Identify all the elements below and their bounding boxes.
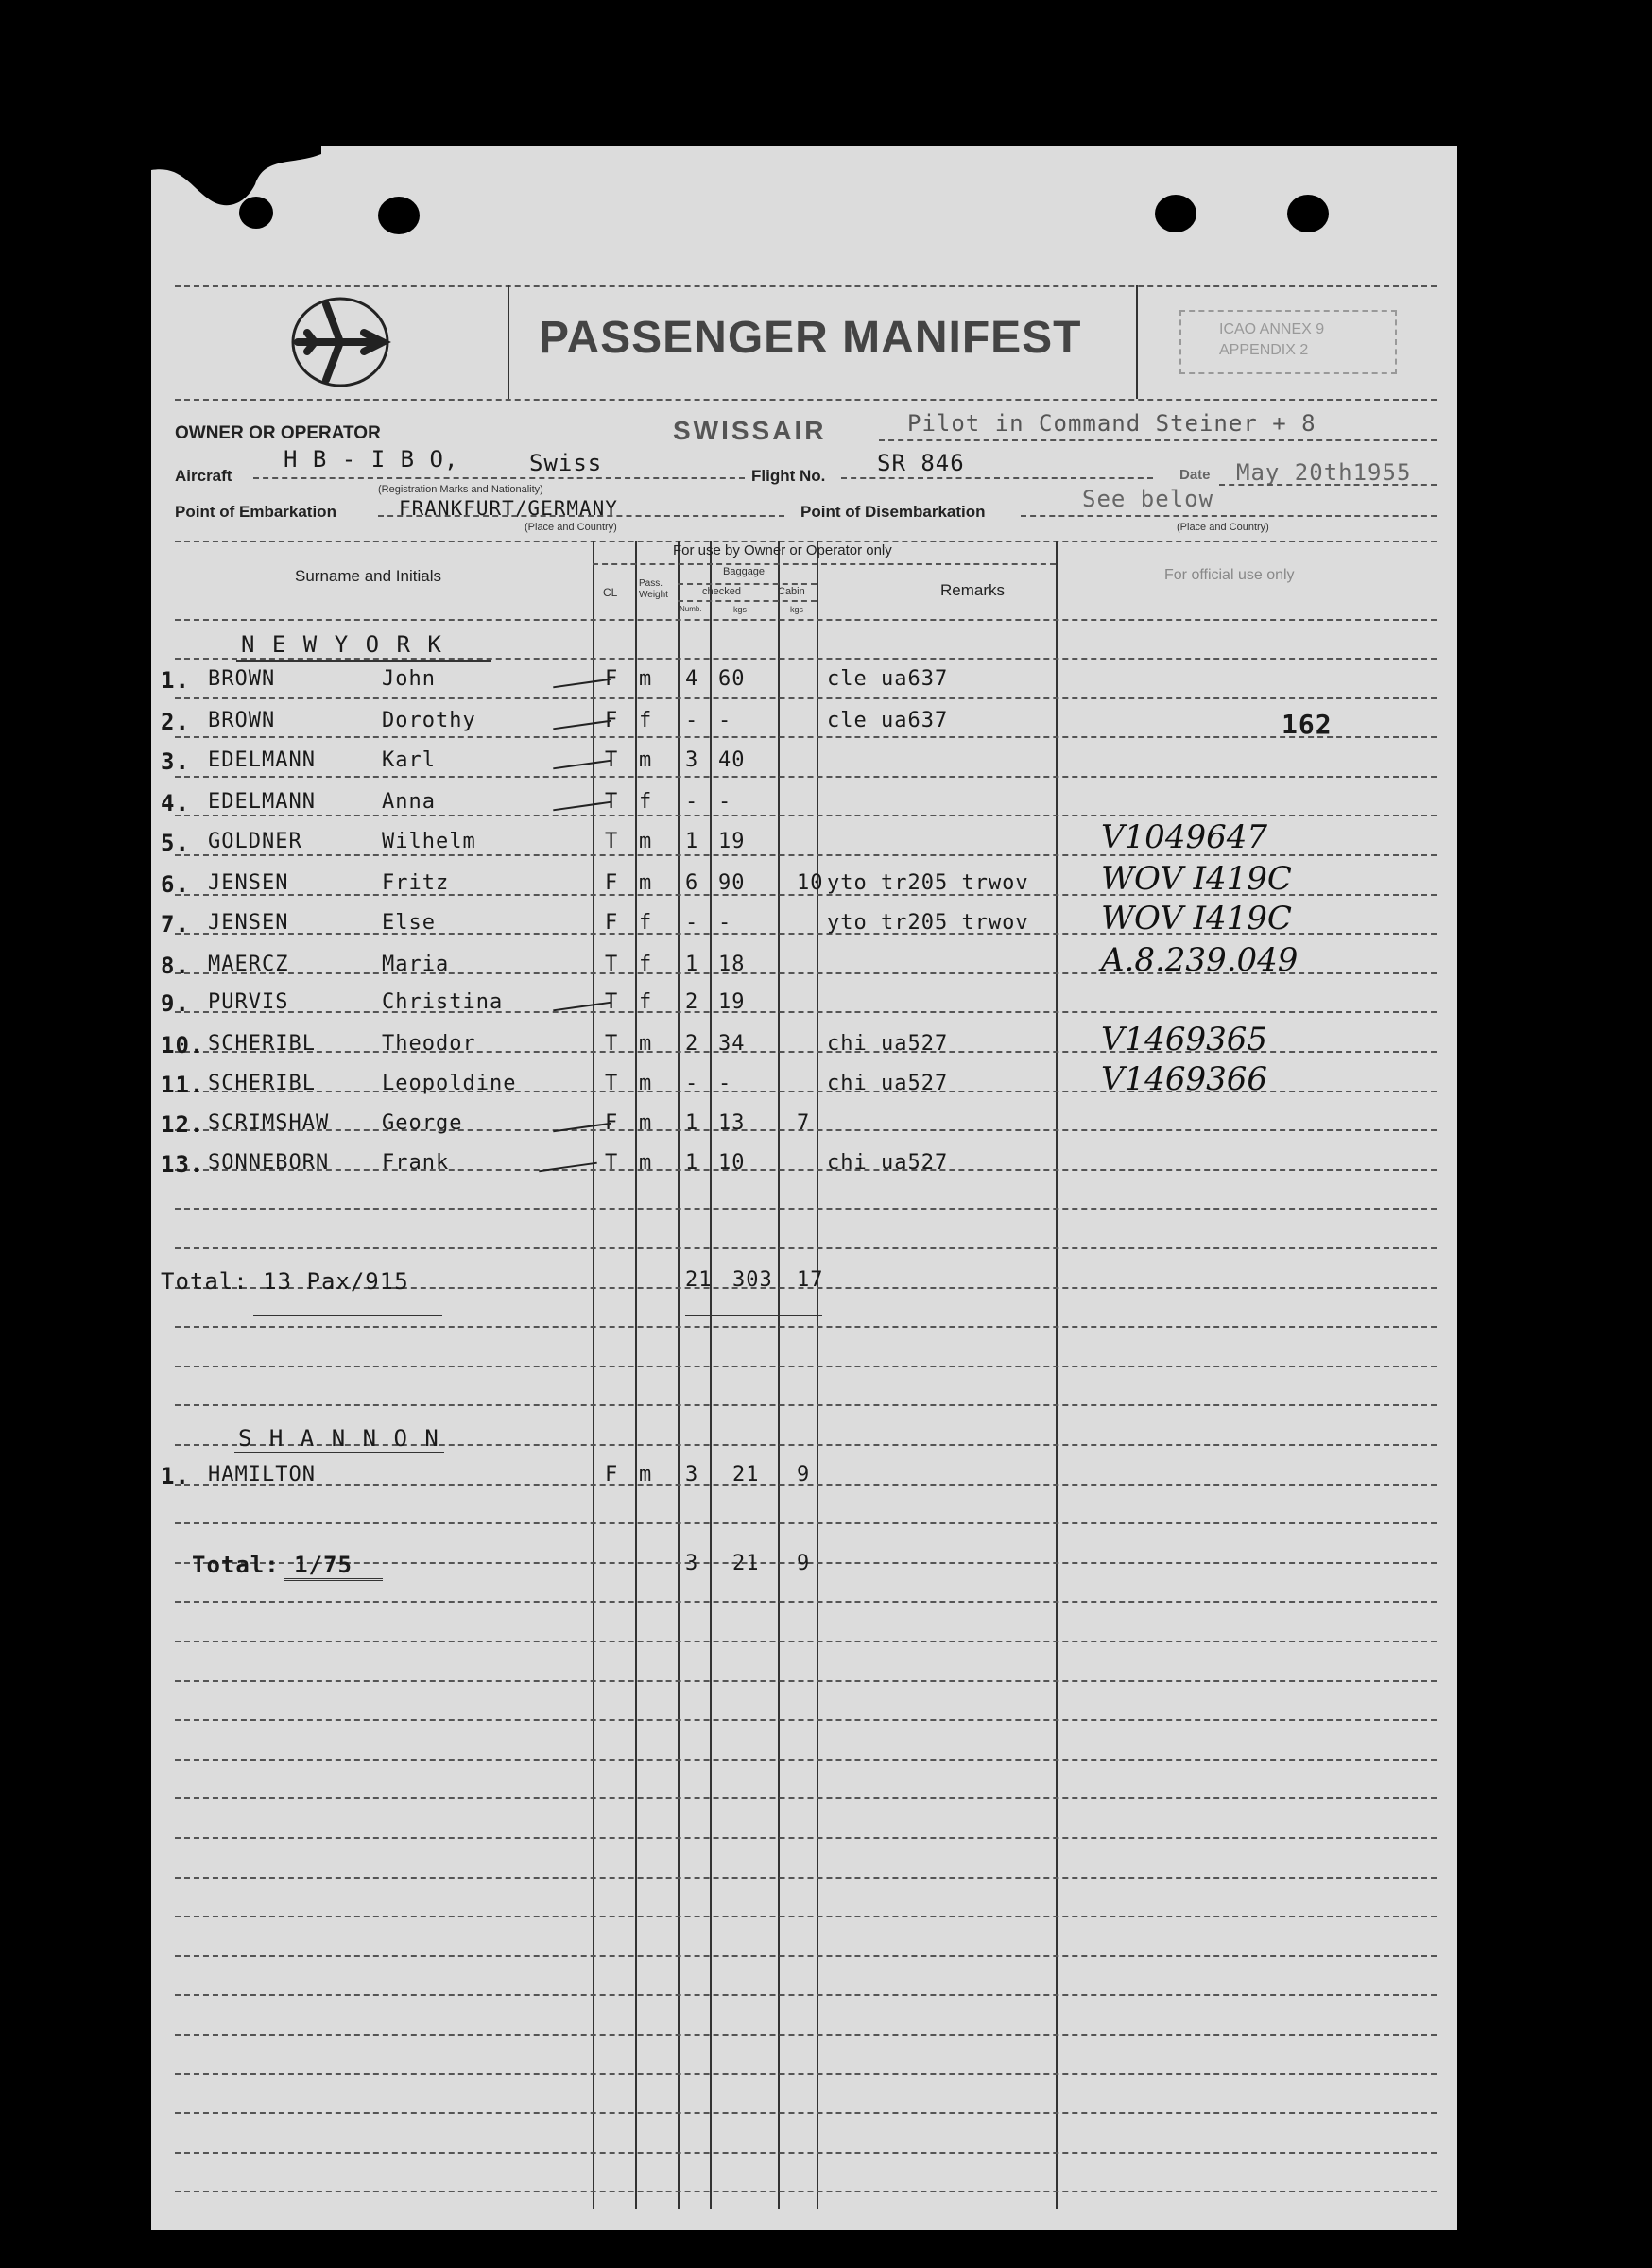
aircraft-nationality: Swiss bbox=[529, 450, 603, 476]
rule-line bbox=[175, 736, 1437, 738]
passenger-surname: EDELMANN bbox=[208, 790, 316, 814]
baggage-pieces: 1 bbox=[685, 1111, 699, 1135]
passenger-sex: f bbox=[639, 953, 653, 976]
rule-line bbox=[175, 697, 1437, 699]
official-annotation: V1469366 bbox=[1101, 1060, 1267, 1098]
rule-line bbox=[175, 2073, 1437, 2075]
column-divider bbox=[817, 541, 818, 2209]
official-annotation: V1469365 bbox=[1101, 1021, 1267, 1058]
baggage-kgs: 60 bbox=[718, 667, 746, 691]
official-annotation: 162 bbox=[1282, 709, 1333, 740]
destination-heading: N E W Y O R K bbox=[241, 631, 443, 658]
passenger-given-name: Else bbox=[382, 911, 436, 935]
rule-line bbox=[1021, 515, 1437, 517]
passenger-class: F bbox=[605, 709, 619, 732]
rule-line bbox=[175, 1680, 1437, 1682]
baggage-kgs: 10 bbox=[718, 1151, 746, 1175]
rule-line bbox=[175, 2152, 1437, 2154]
rule-line bbox=[175, 1208, 1437, 1210]
rule-line bbox=[175, 1326, 1437, 1328]
remarks: chi ua527 bbox=[827, 1072, 949, 1095]
passenger-surname: SCHERIBL bbox=[208, 1072, 316, 1095]
passenger-sex: f bbox=[639, 790, 653, 814]
rule-line bbox=[175, 1247, 1437, 1249]
total-underline bbox=[284, 1578, 383, 1581]
rule-line bbox=[175, 399, 1437, 401]
passenger-surname: HAMILTON bbox=[208, 1463, 316, 1486]
rule-line bbox=[175, 1955, 1437, 1957]
column-divider bbox=[1136, 285, 1138, 399]
rule-line bbox=[175, 1719, 1437, 1721]
rule-line bbox=[253, 477, 745, 479]
passenger-sex: m bbox=[639, 1072, 653, 1095]
passenger-class: T bbox=[605, 990, 619, 1014]
aircraft-registration: H B - I B O, bbox=[284, 446, 459, 472]
total-kgs: 303 bbox=[732, 1268, 773, 1292]
column-divider bbox=[593, 541, 594, 2209]
row-number: 5. bbox=[161, 830, 190, 856]
baggage-kgs: 13 bbox=[718, 1111, 746, 1135]
punch-hole bbox=[1155, 195, 1196, 232]
baggage-pieces: 1 bbox=[685, 1151, 699, 1175]
rule-line bbox=[879, 439, 1437, 441]
remarks: chi ua527 bbox=[827, 1151, 949, 1175]
rule-line bbox=[175, 2112, 1437, 2114]
remarks: cle ua637 bbox=[827, 709, 949, 732]
row-number: 4. bbox=[161, 790, 190, 816]
baggage-kgs: 40 bbox=[718, 748, 746, 772]
baggage-pieces: 6 bbox=[685, 871, 699, 895]
col-cabin: Cabin bbox=[778, 586, 805, 597]
disembarkation-label: Point of Disembarkation bbox=[800, 503, 986, 521]
passenger-surname: JENSEN bbox=[208, 911, 289, 935]
rule-line bbox=[1219, 484, 1437, 486]
passenger-sex: m bbox=[639, 871, 653, 895]
passenger-class: T bbox=[605, 953, 619, 976]
baggage-pieces: 2 bbox=[685, 1032, 699, 1056]
remarks: yto tr205 trwov bbox=[827, 911, 1029, 935]
passenger-surname: MAERCZ bbox=[208, 953, 289, 976]
passenger-class: T bbox=[605, 1032, 619, 1056]
baggage-kgs: - bbox=[718, 790, 732, 814]
col-weight: Pass. Weight bbox=[639, 578, 668, 600]
rule-line bbox=[175, 285, 1437, 287]
col-checked: checked bbox=[702, 586, 741, 597]
cabin-baggage: 10 bbox=[797, 871, 824, 895]
baggage-kgs: - bbox=[718, 1072, 732, 1095]
total-underline bbox=[253, 1314, 442, 1316]
passenger-given-name: Wilhelm bbox=[382, 830, 476, 853]
column-divider bbox=[710, 541, 712, 2209]
rule-line bbox=[593, 563, 1056, 565]
passenger-class: F bbox=[605, 667, 619, 691]
destination-underline bbox=[234, 1452, 444, 1453]
row-number: 6. bbox=[161, 871, 190, 898]
passenger-given-name: Christina bbox=[382, 990, 504, 1014]
baggage-kgs: 19 bbox=[718, 990, 746, 1014]
total-kgs: 21 bbox=[732, 1552, 760, 1575]
col-kgs: kgs bbox=[733, 605, 748, 614]
airplane-circle-icon bbox=[288, 295, 392, 389]
rule-line bbox=[175, 1011, 1437, 1013]
passenger-class: F bbox=[605, 1111, 619, 1135]
rule-line bbox=[175, 1916, 1437, 1917]
official-annotation: V1049647 bbox=[1101, 818, 1267, 856]
baggage-kgs: 21 bbox=[732, 1463, 760, 1486]
baggage-pieces: - bbox=[685, 1072, 699, 1095]
passenger-surname: EDELMANN bbox=[208, 748, 316, 772]
passenger-class: T bbox=[605, 748, 619, 772]
passenger-given-name: George bbox=[382, 1111, 463, 1135]
rule-line bbox=[175, 2191, 1437, 2192]
punch-hole bbox=[239, 197, 273, 229]
total-pieces: 3 bbox=[685, 1552, 699, 1575]
rule-line bbox=[841, 477, 1153, 479]
passenger-given-name: Fritz bbox=[382, 871, 450, 895]
place-note-1: (Place and Country) bbox=[525, 522, 617, 533]
row-number: 10. bbox=[161, 1032, 205, 1058]
rule-line bbox=[175, 619, 1437, 621]
passenger-surname: SCHERIBL bbox=[208, 1032, 316, 1056]
icao-line-1: ICAO ANNEX 9 bbox=[1219, 321, 1325, 337]
baggage-pieces: 3 bbox=[685, 1463, 699, 1486]
passenger-given-name: Dorothy bbox=[382, 709, 476, 732]
rule-line bbox=[678, 583, 817, 585]
column-divider bbox=[678, 541, 680, 2209]
passenger-sex: m bbox=[639, 748, 653, 772]
cabin-baggage: 9 bbox=[797, 1463, 811, 1486]
total-cabin: 17 bbox=[797, 1268, 824, 1292]
destination-heading: S H A N N O N bbox=[238, 1425, 440, 1452]
column-divider bbox=[778, 541, 780, 2209]
torn-corner bbox=[151, 146, 321, 232]
punch-hole bbox=[378, 197, 420, 234]
total-underline bbox=[685, 1314, 822, 1316]
passenger-sex: m bbox=[639, 1151, 653, 1175]
rule-line bbox=[175, 1797, 1437, 1799]
passenger-class: T bbox=[605, 830, 619, 853]
rule-line bbox=[175, 776, 1437, 778]
passenger-given-name: Maria bbox=[382, 953, 450, 976]
baggage-pieces: 2 bbox=[685, 990, 699, 1014]
pilot-in-command: Pilot in Command Steiner + 8 bbox=[907, 410, 1316, 437]
icao-line-2: APPENDIX 2 bbox=[1219, 342, 1309, 358]
rule-line bbox=[175, 1169, 1437, 1171]
baggage-pieces: 4 bbox=[685, 667, 699, 691]
total-cabin: 9 bbox=[797, 1552, 811, 1575]
rule-line bbox=[175, 1601, 1437, 1603]
passenger-class: T bbox=[605, 790, 619, 814]
baggage-kgs: 34 bbox=[718, 1032, 746, 1056]
rule-line bbox=[175, 815, 1437, 816]
section-total: Total: 1/75 bbox=[192, 1552, 353, 1578]
passenger-surname: GOLDNER bbox=[208, 830, 302, 853]
official-annotation: WOV I419C bbox=[1101, 860, 1292, 898]
aircraft-label: Aircraft bbox=[175, 467, 232, 485]
embarkation-point: FRANKFURT/GERMANY bbox=[399, 497, 618, 520]
rule-line bbox=[175, 1522, 1437, 1524]
baggage-pieces: 3 bbox=[685, 748, 699, 772]
row-number: 13. bbox=[161, 1151, 205, 1177]
rule-line bbox=[678, 600, 817, 602]
baggage-pieces: - bbox=[685, 911, 699, 935]
passenger-class: F bbox=[605, 1463, 619, 1486]
passenger-class: F bbox=[605, 911, 619, 935]
col-remarks: Remarks bbox=[940, 581, 1006, 599]
passenger-given-name: John bbox=[382, 667, 436, 691]
row-number: 3. bbox=[161, 748, 190, 775]
row-number: 1. bbox=[161, 667, 190, 694]
passenger-surname: BROWN bbox=[208, 667, 276, 691]
baggage-kgs: - bbox=[718, 709, 732, 732]
baggage-pieces: 1 bbox=[685, 953, 699, 976]
destination-underline bbox=[236, 660, 491, 662]
passenger-class: T bbox=[605, 1151, 619, 1175]
punch-hole bbox=[1287, 195, 1329, 232]
rule-line bbox=[175, 1641, 1437, 1642]
flight-date: May 20th1955 bbox=[1236, 459, 1412, 486]
row-number: 7. bbox=[161, 911, 190, 937]
passenger-given-name: Karl bbox=[382, 748, 436, 772]
section-total: Total: 13 Pax/915 bbox=[161, 1268, 409, 1295]
passenger-given-name: Theodor bbox=[382, 1032, 476, 1056]
official-annotation: WOV I419C bbox=[1101, 900, 1292, 937]
remarks: cle ua637 bbox=[827, 667, 949, 691]
passenger-given-name: Frank bbox=[382, 1151, 450, 1175]
baggage-pieces: - bbox=[685, 709, 699, 732]
embarkation-label: Point of Embarkation bbox=[175, 503, 336, 521]
passenger-class: F bbox=[605, 871, 619, 895]
row-number: 11. bbox=[161, 1072, 205, 1098]
baggage-kgs: 18 bbox=[718, 953, 746, 976]
passenger-sex: m bbox=[639, 1032, 653, 1056]
rule-line bbox=[175, 1404, 1437, 1406]
passenger-class: T bbox=[605, 1072, 619, 1095]
col-numb: Numb. bbox=[680, 605, 702, 613]
passenger-sex: m bbox=[639, 1111, 653, 1135]
col-baggage: Baggage bbox=[723, 566, 766, 577]
disembarkation-point: See below bbox=[1082, 486, 1214, 512]
passenger-sex: f bbox=[639, 990, 653, 1014]
place-note-2: (Place and Country) bbox=[1177, 522, 1269, 533]
operator-name: SWISSAIR bbox=[673, 416, 827, 445]
baggage-kgs: 90 bbox=[718, 871, 746, 895]
date-label: Date bbox=[1179, 467, 1211, 483]
flight-label: Flight No. bbox=[751, 467, 826, 485]
rule-line bbox=[175, 1759, 1437, 1761]
baggage-kgs: 19 bbox=[718, 830, 746, 853]
rule-line bbox=[175, 1994, 1437, 1996]
passenger-surname: JENSEN bbox=[208, 871, 289, 895]
passenger-sex: m bbox=[639, 667, 653, 691]
passenger-surname: PURVIS bbox=[208, 990, 289, 1014]
rule-line bbox=[175, 2034, 1437, 2036]
rule-line bbox=[175, 1366, 1437, 1367]
column-divider bbox=[508, 285, 509, 399]
col-cl: CL bbox=[603, 586, 618, 599]
passenger-sex: m bbox=[639, 1463, 653, 1486]
passenger-sex: f bbox=[639, 709, 653, 732]
total-pieces: 21 bbox=[685, 1268, 713, 1292]
column-divider bbox=[1056, 541, 1058, 2209]
owner-label: OWNER OR OPERATOR bbox=[175, 423, 381, 443]
row-number: 8. bbox=[161, 953, 190, 979]
passenger-surname: SCRIMSHAW bbox=[208, 1111, 330, 1135]
row-number: 2. bbox=[161, 709, 190, 735]
row-number: 9. bbox=[161, 990, 190, 1017]
col-owner-use: For use by Owner or Operator only bbox=[673, 542, 892, 558]
passenger-sex: f bbox=[639, 911, 653, 935]
passenger-surname: SONNEBORN bbox=[208, 1151, 330, 1175]
remarks: yto tr205 trwov bbox=[827, 871, 1029, 895]
rule-line bbox=[175, 1837, 1437, 1839]
row-number: 12. bbox=[161, 1111, 205, 1138]
page-title: PASSENGER MANIFEST bbox=[539, 313, 1082, 363]
col-cabin-kgs: kgs bbox=[790, 605, 804, 614]
passenger-given-name: Anna bbox=[382, 790, 436, 814]
column-divider bbox=[635, 541, 637, 2209]
col-surname: Surname and Initials bbox=[295, 567, 441, 585]
flight-number: SR 846 bbox=[877, 450, 965, 476]
col-official: For official use only bbox=[1164, 567, 1295, 583]
registration-note: (Registration Marks and Nationality) bbox=[378, 484, 543, 495]
cabin-baggage: 7 bbox=[797, 1111, 811, 1135]
baggage-kgs: - bbox=[718, 911, 732, 935]
passenger-given-name: Leopoldine bbox=[382, 1072, 517, 1095]
remarks: chi ua527 bbox=[827, 1032, 949, 1056]
rule-line bbox=[175, 1877, 1437, 1879]
row-number: 1. bbox=[161, 1463, 190, 1489]
baggage-pieces: - bbox=[685, 790, 699, 814]
passenger-surname: BROWN bbox=[208, 709, 276, 732]
rule-line bbox=[378, 515, 784, 517]
baggage-pieces: 1 bbox=[685, 830, 699, 853]
passenger-sex: m bbox=[639, 830, 653, 853]
official-annotation: A.8.239.049 bbox=[1101, 941, 1299, 979]
